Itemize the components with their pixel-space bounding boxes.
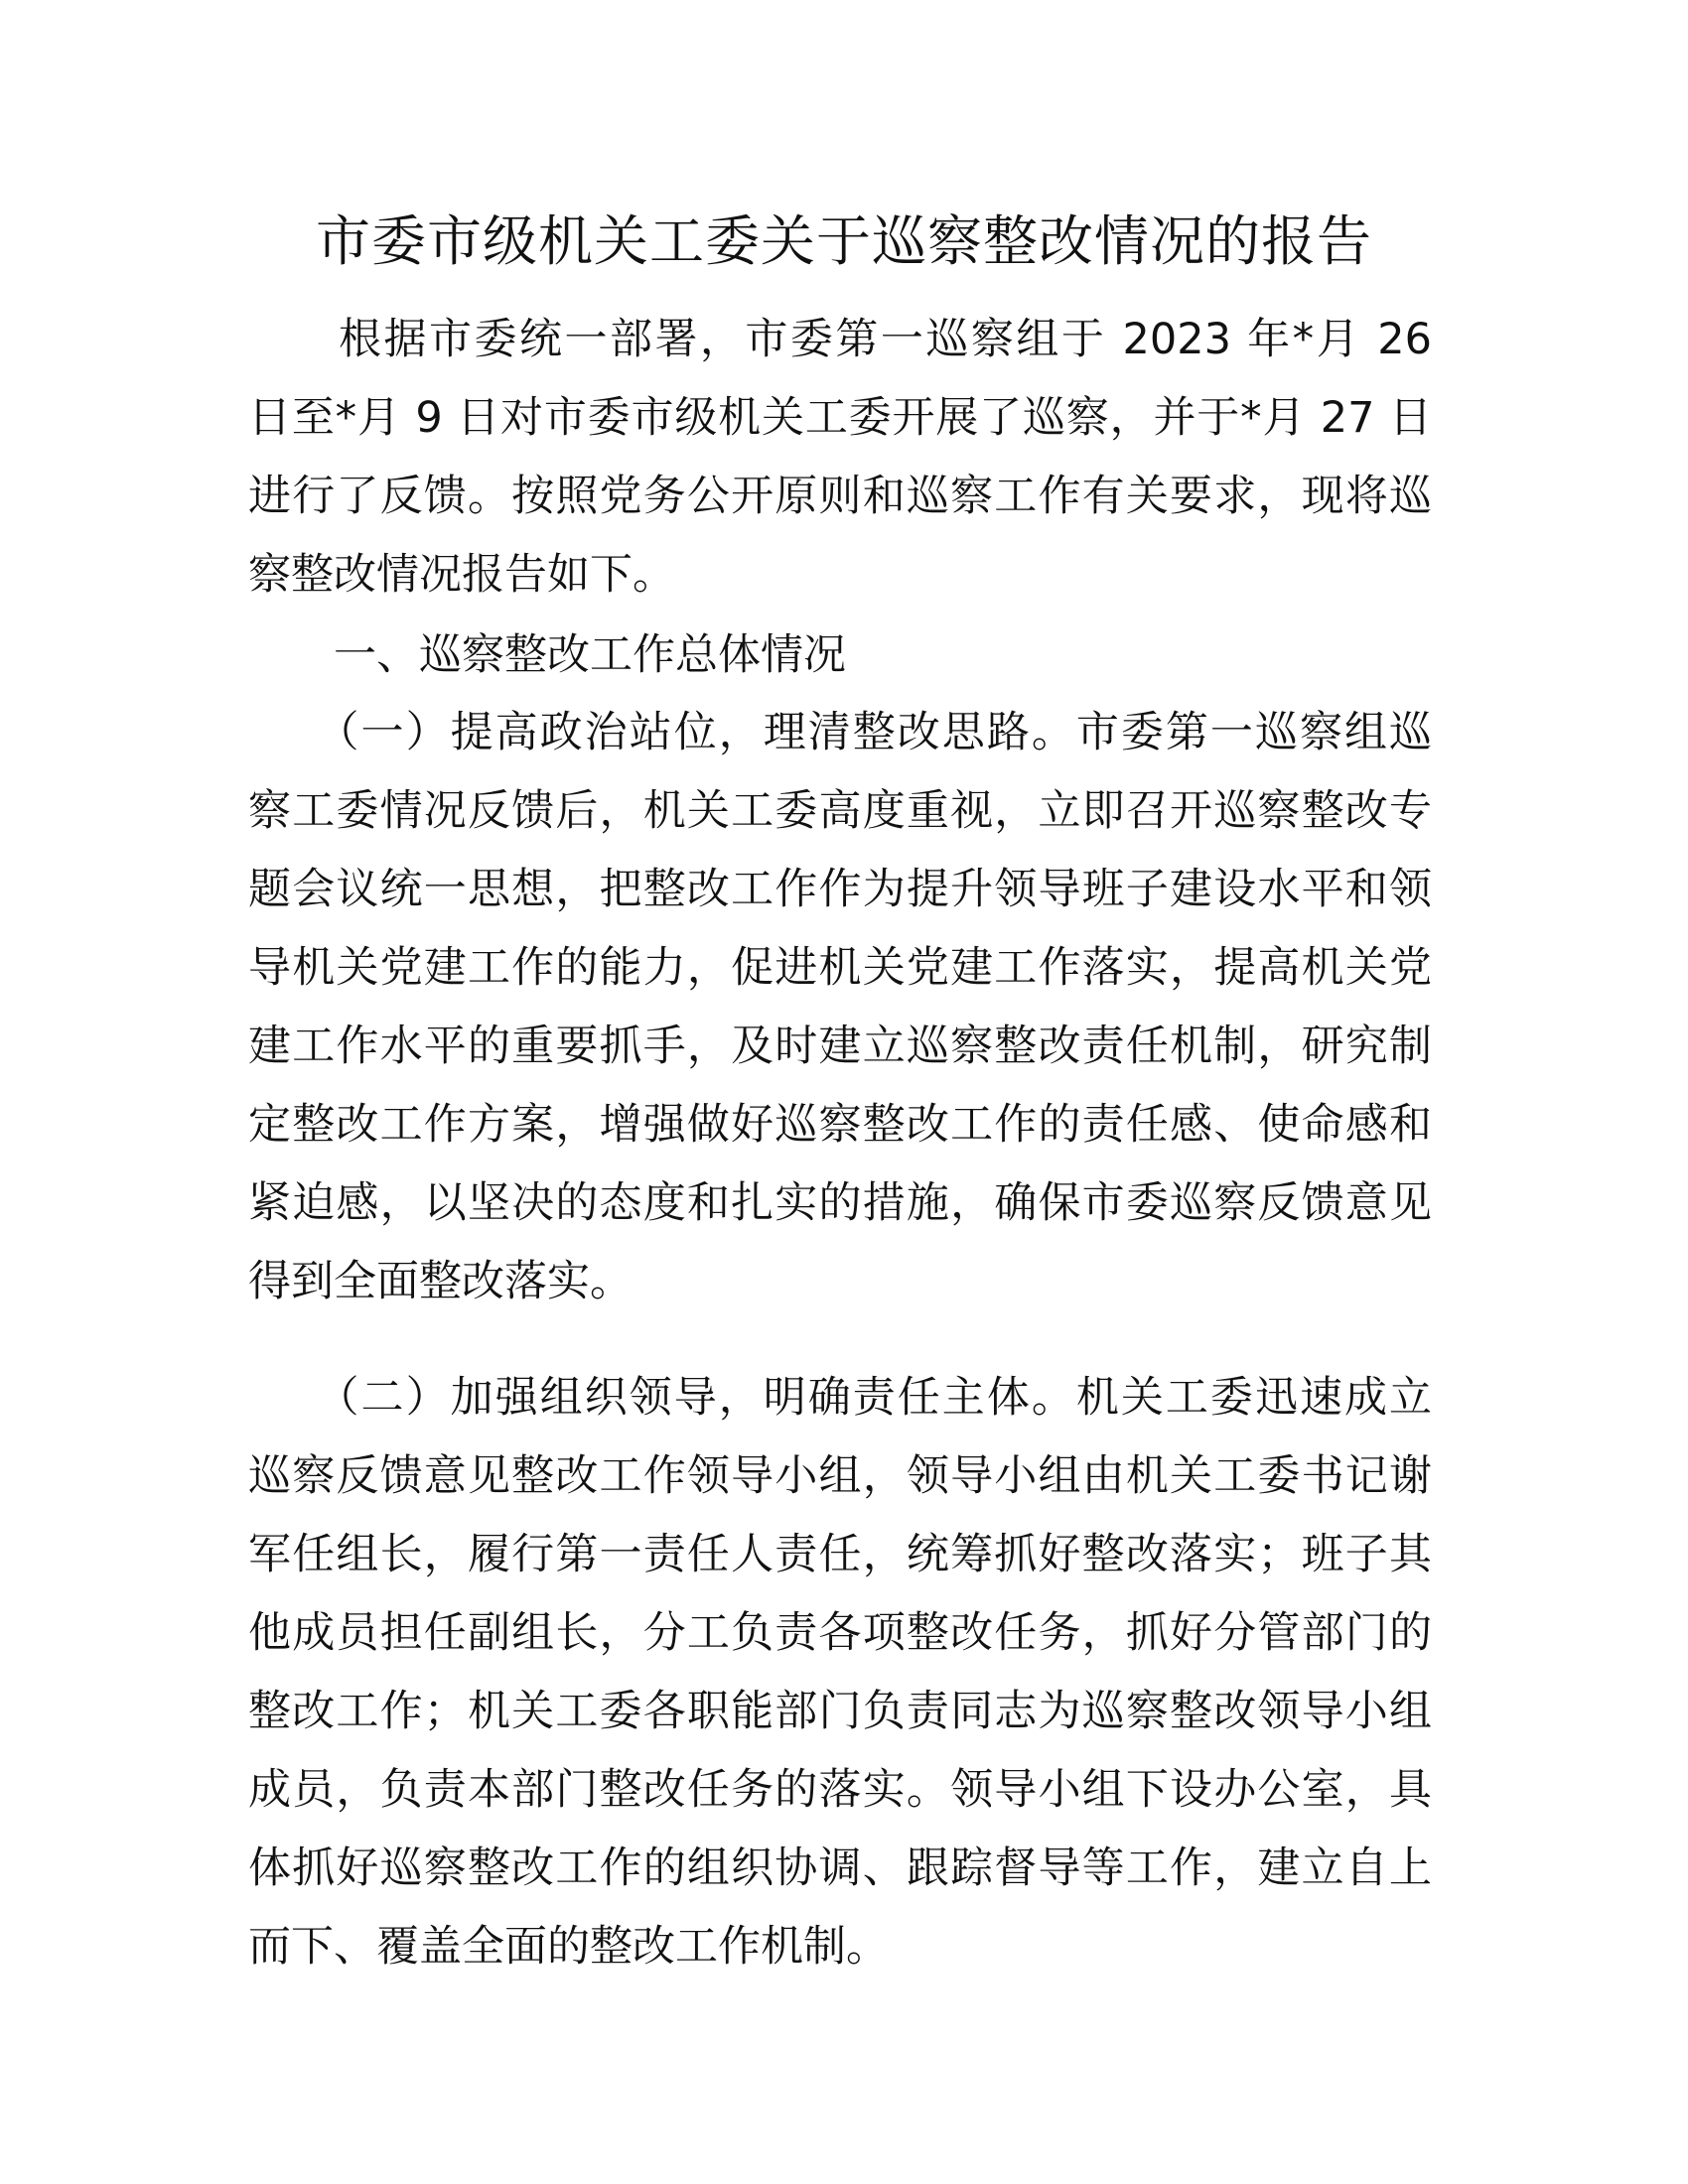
paragraph-organization-leadership (248, 1359, 1432, 1986)
paragraph-line: 得到全面整改落实。 (248, 1257, 633, 1306)
paragraph-line: 而下、覆盖全面的整改工作机制。 (248, 1922, 889, 1972)
paragraph-line: 巡察反馈意见整改工作领导小组，领导小组由机关工委书记谢 (248, 1451, 1432, 1501)
intro-paragraph (248, 301, 1432, 614)
paragraph-line: 察工委情况反馈后，机关工委高度重视，立即召开巡察整改专 (248, 786, 1432, 836)
paragraph-line: （二）加强组织领导，明确责任主体。机关工委迅速成立 (248, 1373, 1432, 1423)
paragraph-line: 他成员担任副组长，分工负责各项整改任务，抓好分管部门的 (248, 1608, 1432, 1658)
paragraph-line: 体抓好巡察整改工作的组织协调、跟踪督导等工作，建立自上 (248, 1843, 1432, 1893)
paragraph-line: 根据市委统一部署，市委第一巡察组于 2023 年*月 26 (248, 315, 1432, 364)
paragraph-line: 整改工作；机关工委各职能部门负责同志为巡察整改领导小组 (248, 1687, 1432, 1736)
section-heading (248, 616, 1432, 695)
paragraph-line: 导机关党建工作的能力，促进机关党建工作落实，提高机关党 (248, 943, 1432, 993)
paragraph-line: 日至*月 9 日对市委市级机关工委开展了巡察，并于*月 27 日 (248, 393, 1432, 443)
paragraph-line: （一）提高政治站位，理清整改思路。市委第一巡察组巡 (248, 708, 1432, 757)
paragraph-line: 进行了反馈。按照党务公开原则和巡察工作有关要求，现将巡 (248, 472, 1432, 521)
paragraph-line: 军任组长，履行第一责任人责任，统筹抓好整改落实；班子其 (248, 1530, 1432, 1579)
document-title: 市委市级机关工委关于巡察整改情况的报告 (315, 209, 1372, 273)
paragraph-political-stance (248, 694, 1432, 1321)
section-heading-text: 一、巡察整改工作总体情况 (248, 630, 846, 680)
paragraph-line: 察整改情况报告如下。 (248, 550, 675, 600)
paragraph-line: 紧迫感，以坚决的态度和扎实的措施，确保市委巡察反馈意见 (248, 1178, 1432, 1228)
paragraph-line: 题会议统一思想，把整改工作作为提升领导班子建设水平和领 (248, 865, 1432, 914)
paragraph-line: 定整改工作方案，增强做好巡察整改工作的责任感、使命感和 (248, 1100, 1432, 1150)
paragraph-line: 成员，负责本部门整改任务的落实。领导小组下设办公室，具 (248, 1765, 1432, 1815)
paragraph-line: 建工作水平的重要抓手，及时建立巡察整改责任机制，研究制 (248, 1022, 1432, 1071)
